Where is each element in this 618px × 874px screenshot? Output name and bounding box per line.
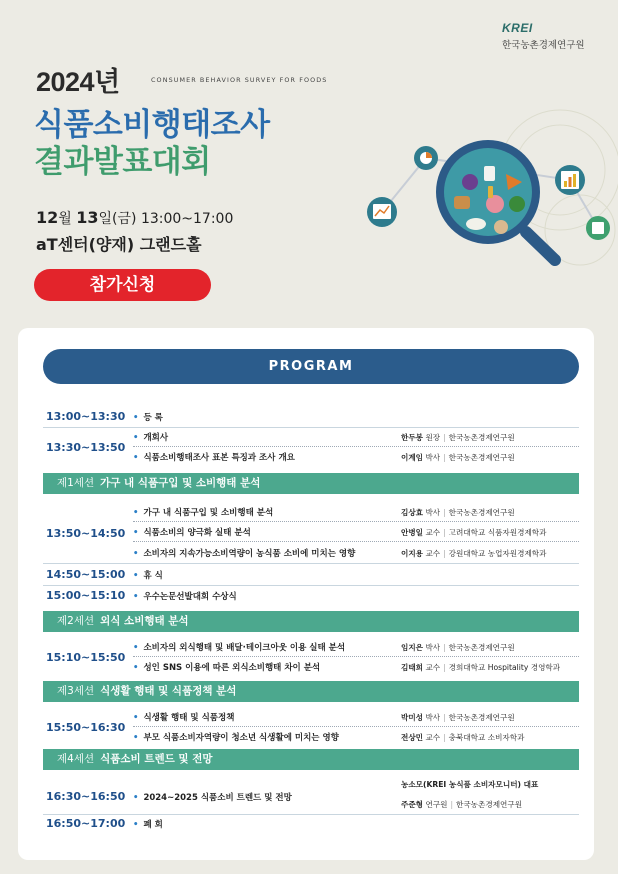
- dotted-divider: [133, 521, 579, 522]
- bullet-icon: •: [133, 453, 139, 463]
- time-slot: 16:50~17:00: [46, 817, 126, 830]
- speaker: 전상민 교수 | 충북대학교 소비자학과: [401, 733, 525, 742]
- speaker: 주준형 연구원 | 한국농촌경제연구원: [401, 800, 523, 809]
- logo-org: 한국농촌경제연구원: [502, 40, 585, 51]
- speaker: 한두봉 원장 | 한국농촌경제연구원: [401, 433, 515, 442]
- krei-logo: [502, 21, 585, 51]
- magnifier-illustration: [330, 100, 618, 300]
- time-slot: 15:00~15:10: [46, 589, 126, 602]
- time-slot: 14:50~15:00: [46, 568, 126, 581]
- program-item: • 소비자의 지속가능소비역량이 농식품 소비에 미치는 영향: [133, 549, 356, 559]
- session-header-3: 제3세션 식생활 행태 및 식품정책 분석: [43, 681, 579, 702]
- divider: [43, 814, 579, 815]
- program-item: • 가구 내 식품구입 및 소비행태 분석: [133, 508, 274, 518]
- date-month: 12: [36, 208, 59, 227]
- session-header-4: 제4세션 식품소비 트렌드 및 전망: [43, 749, 579, 770]
- date-time: 13:00~17:00: [140, 211, 234, 227]
- date-day-unit: 일(금): [98, 211, 137, 227]
- program-item: • 부모 식품소비자역량이 청소년 식생활에 미치는 영향: [133, 733, 339, 743]
- program-item: • 식생활 행태 및 식품정책: [133, 713, 235, 723]
- program-item: • 식품소비의 양극화 실태 분석: [133, 528, 251, 538]
- program-item: • 2024~2025 식품소비 트렌드 및 전망: [133, 793, 292, 803]
- date-month-unit: 월: [58, 211, 72, 227]
- chart-icon: [367, 197, 397, 227]
- time-slot: 16:30~16:50: [46, 790, 126, 803]
- time-slot: 13:30~13:50: [46, 441, 126, 454]
- bullet-icon: •: [133, 793, 139, 803]
- info-icon: [586, 216, 610, 240]
- bullet-icon: •: [133, 820, 139, 830]
- speaker: 김태희 교수 | 경희대학교 Hospitality 경영학과: [401, 663, 561, 672]
- bullet-icon: •: [133, 528, 139, 538]
- divider: [43, 563, 579, 564]
- program-item: • 소비자의 외식행태 및 배달·테이크아웃 이용 실태 분석: [133, 643, 346, 653]
- dotted-divider: [133, 541, 579, 542]
- dotted-divider: [133, 446, 579, 447]
- bar-chart-icon: [555, 165, 585, 195]
- bullet-icon: •: [133, 592, 139, 602]
- title-line-1: 식품소비행태조사: [34, 107, 270, 143]
- time-slot: 13:00~13:30: [46, 410, 126, 423]
- bullet-icon: •: [133, 713, 139, 723]
- divider: [43, 427, 579, 428]
- speaker: 박미성 박사 | 한국농촌경제연구원: [401, 713, 515, 722]
- register-button[interactable]: 참가신청: [34, 269, 211, 301]
- program-item: • 개회사: [133, 433, 169, 443]
- speaker: 이지용 교수 | 강원대학교 농업자원경제학과: [401, 549, 547, 558]
- program-title: PROGRAM: [43, 349, 579, 384]
- dotted-divider: [133, 656, 579, 657]
- bullet-icon: •: [133, 508, 139, 518]
- bullet-icon: •: [133, 733, 139, 743]
- pie-chart-icon: [414, 146, 438, 170]
- divider: [43, 585, 579, 586]
- speaker: 이계임 박사 | 한국농촌경제연구원: [401, 453, 515, 462]
- program-card: [18, 328, 594, 860]
- bullet-icon: •: [133, 571, 139, 581]
- speaker: 김상효 박사 | 한국농촌경제연구원: [401, 508, 515, 517]
- speaker: 안병일 교수 | 고려대학교 식품자원경제학과: [401, 528, 547, 537]
- time-slot: 15:10~15:50: [46, 651, 126, 664]
- session-header-2: 제2세션 외식 소비행태 분석: [43, 611, 579, 632]
- english-subtitle: CONSUMER BEHAVIOR SURVEY FOR FOODS: [151, 76, 328, 84]
- date-day: 13: [76, 208, 99, 227]
- title-line-2: 결과발표대회: [34, 144, 211, 180]
- bullet-icon: •: [133, 549, 139, 559]
- logo-mark: KREI: [502, 21, 533, 35]
- program-item: • 폐 회: [133, 820, 163, 830]
- event-year: 2024년: [36, 67, 120, 97]
- event-venue: aT센터(양재) 그랜드홀: [36, 235, 202, 254]
- program-item: • 우수논문선발대회 수상식: [133, 592, 237, 602]
- time-slot: 13:50~14:50: [46, 527, 126, 540]
- bullet-icon: •: [133, 413, 139, 423]
- event-date: [36, 208, 233, 228]
- session-header-1: 제1세션 가구 내 식품구입 및 소비행태 분석: [43, 473, 579, 494]
- bullet-icon: •: [133, 643, 139, 653]
- time-slot: 15:50~16:30: [46, 721, 126, 734]
- bullet-icon: •: [133, 433, 139, 443]
- dotted-divider: [133, 726, 579, 727]
- speaker-group: 농소모(KREI 농식품 소비자모니터) 대표: [401, 780, 539, 789]
- bullet-icon: •: [133, 663, 139, 673]
- program-item: • 성인 SNS 이용에 따른 외식소비행태 차이 분석: [133, 663, 321, 673]
- program-item: • 휴 식: [133, 571, 163, 581]
- program-item: • 식품소비행태조사 표본 특징과 조사 개요: [133, 453, 295, 463]
- program-item: • 등 록: [133, 413, 163, 423]
- speaker: 임지은 박사 | 한국농촌경제연구원: [401, 643, 515, 652]
